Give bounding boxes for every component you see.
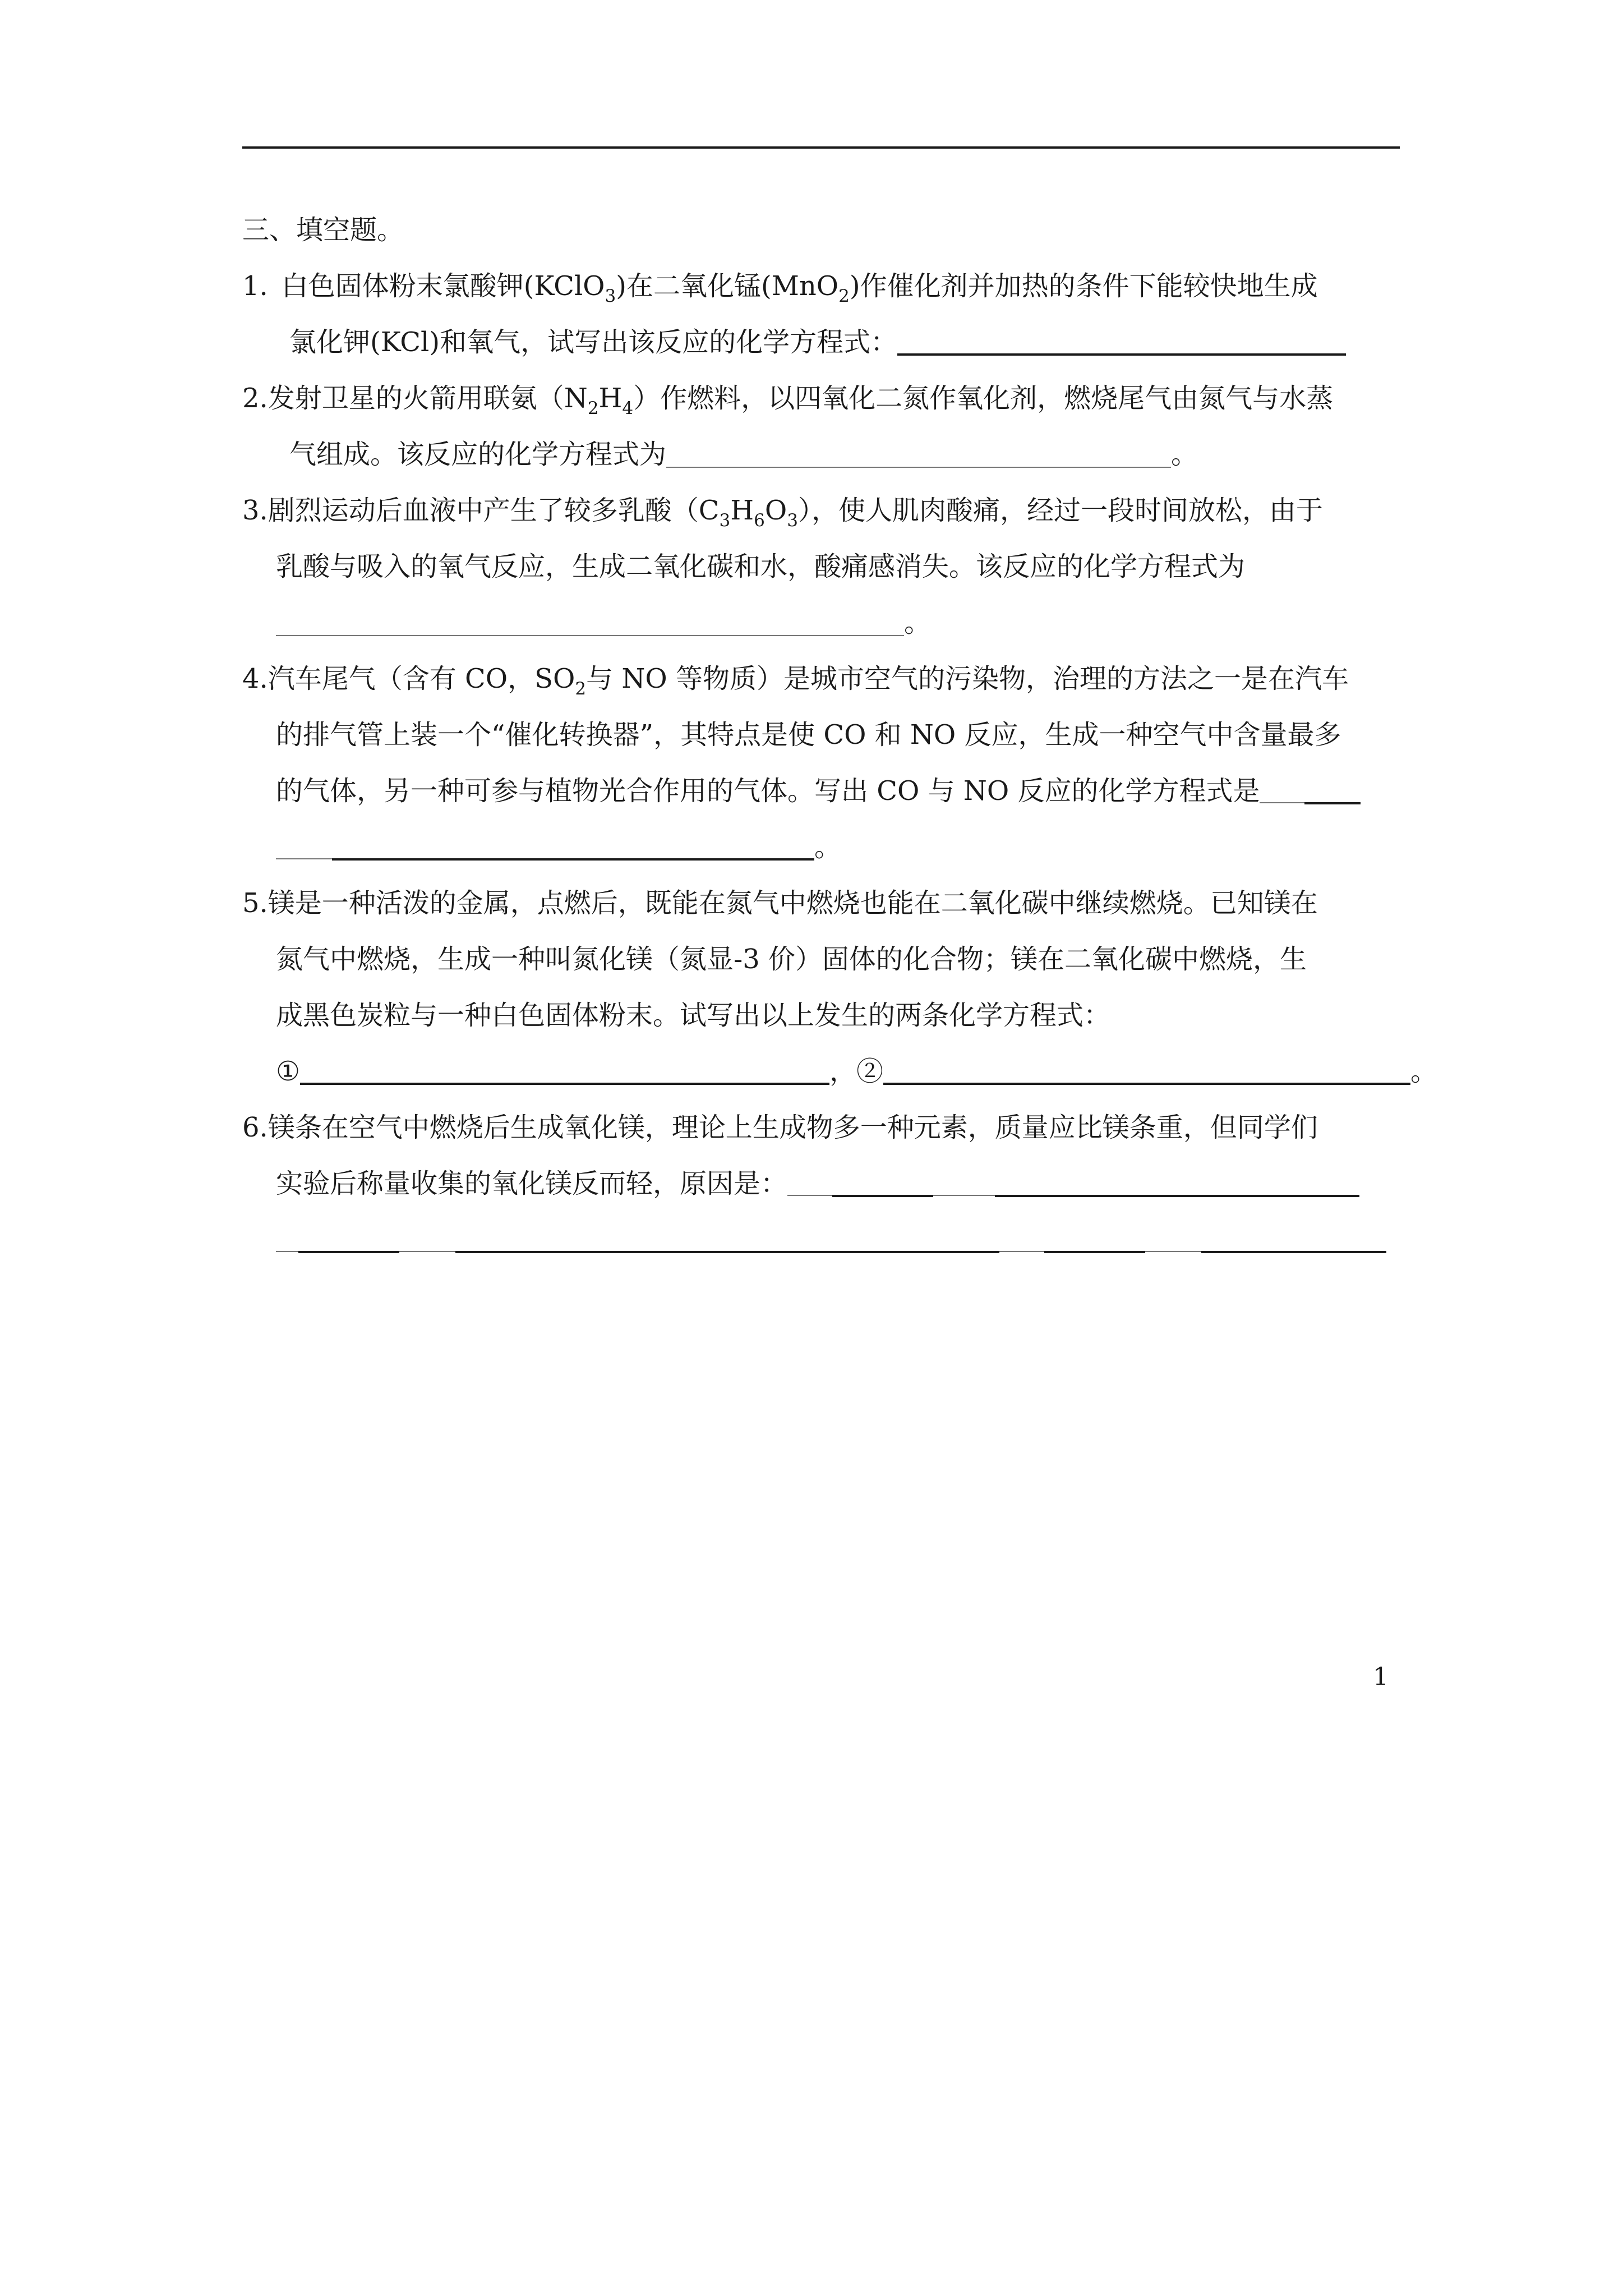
question-5-line-1: 5.镁是一种活泼的金属，点燃后，既能在氮气中燃烧也能在二氧化碳中继续燃烧。已知镁在 xyxy=(242,887,1318,919)
question-5-line-4: ① ，② 。 xyxy=(276,1043,1437,1099)
question-6-line-2: 实验后称量收集的氧化镁反而轻，原因是： xyxy=(276,1156,1359,1212)
question-4-line-3: 的气体，另一种可参与植物光合作用的气体。写出 CO 与 NO 反应的化学方程式是 xyxy=(276,763,1361,819)
question-3-line-2: 乳酸与吸入的氧气反应，生成二氧化碳和水，酸痛感消失。该反应的化学方程式为 xyxy=(276,551,1246,582)
header-rule xyxy=(242,146,1400,149)
answer-blank-5a[interactable] xyxy=(300,1048,829,1085)
question-1-line-2: 氯化钾(KCl)和氧气，试写出该反应的化学方程式： xyxy=(289,314,1346,370)
answer-blank-3[interactable] xyxy=(276,600,904,636)
answer-blank-5b[interactable] xyxy=(883,1048,1410,1085)
question-3-line-3: 。 xyxy=(276,595,931,651)
page-number: 1 xyxy=(1373,1663,1389,1691)
answer-blank-4a[interactable] xyxy=(1260,767,1361,802)
answer-blank-2[interactable] xyxy=(666,432,1171,468)
question-3-line-1: 3.剧烈运动后血液中产生了较多乳酸$(C_3H_6O_3)$，使人肌肉酸痛，经过一段时间放松，由于 xyxy=(242,495,1323,531)
answer-blank-1[interactable] xyxy=(897,319,1346,356)
question-5-line-2: 氮气中燃烧，生成一种叫氮化镁（氮显-3 价）固体的化合物；镁在二氧化碳中燃烧，生 xyxy=(276,944,1307,975)
answer-blank-4b[interactable] xyxy=(276,823,814,858)
question-2-line-2: 气组成。该反应的化学方程式为 。 xyxy=(289,426,1198,482)
question-6-line-3 xyxy=(276,1212,1386,1268)
question-6-line-1: 6.镁条在空气中燃烧后生成氧化镁，理论上生成物多一种元素，质量应比镁条重，但同学们 xyxy=(242,1112,1318,1143)
answer-blank-6b[interactable] xyxy=(276,1216,1386,1251)
answer-blank-6a[interactable] xyxy=(787,1160,1359,1195)
question-5-line-3: 成黑色炭粒与一种白色固体粉末。试写出以上发生的两条化学方程式： xyxy=(276,1000,1111,1031)
question-2-line-1: 2.发射卫星的火箭用联氨$(N_2H_4)$作燃料，以四氧化二氮作氧化剂，燃烧尾气由氮气与水蒸 xyxy=(242,383,1334,418)
question-4-line-4: 。 xyxy=(276,819,841,875)
question-1-number: 1. xyxy=(242,270,268,302)
question-4-line-1: 4.汽车尾气（含有 CO，$SO_2$与 NO 等物质）是城市空气的污染物，治理的方法之一是在汽车 xyxy=(242,663,1349,699)
question-1-line-1: 1. 白色固体粉末氯酸钾(KClO$_3$)在二氧化锰(MnO$_2$)作催化剂并加热的条件下能较快地生成 xyxy=(242,270,1318,306)
section-title: 三、填空题。 xyxy=(242,214,404,246)
question-4-line-2: 的排气管上装一个“催化转换器”，其特点是使 CO 和 NO 反应，生成一种空气中含量最多 xyxy=(276,719,1341,751)
